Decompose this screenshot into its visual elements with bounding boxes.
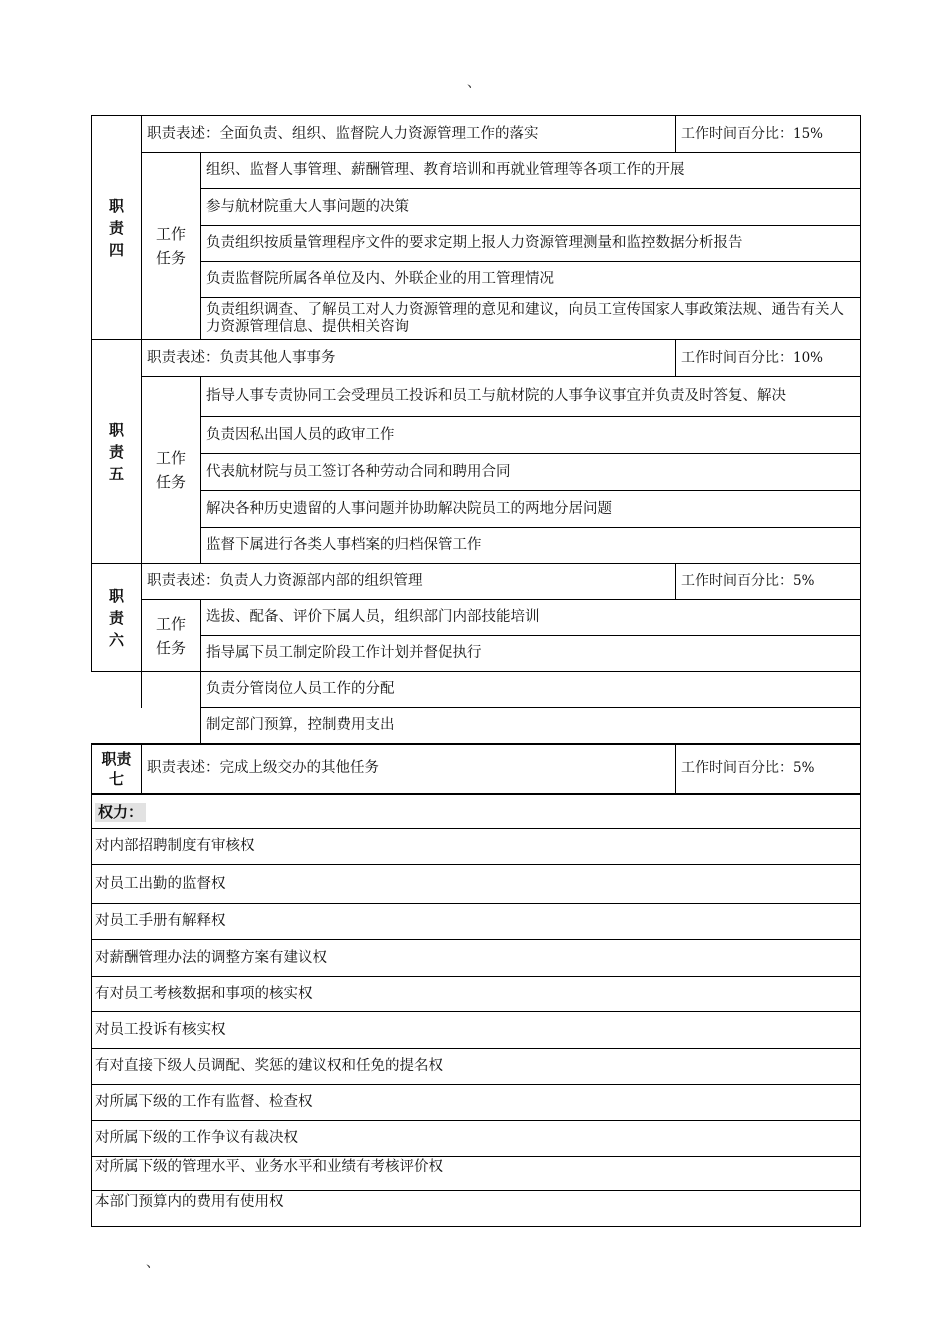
duty-6-percent: 工作时间百分比：5% bbox=[676, 564, 861, 600]
duty-6-title: 职 责 六 bbox=[92, 564, 142, 672]
power-item: 对员工投诉有核实权 bbox=[92, 1012, 861, 1049]
job-description-sheet bbox=[91, 115, 860, 1227]
power-item: 对所属下级的工作争议有裁决权 bbox=[92, 1121, 861, 1157]
duty-6-task: 制定部门预算，控制费用支出 bbox=[201, 708, 861, 744]
power-item: 对所属下级的管理水平、业务水平和业绩有考核评价权 bbox=[92, 1157, 861, 1191]
duty-7-description: 职责表述：完成上级交办的其他任务 bbox=[142, 744, 676, 794]
power-item: 对员工出勤的监督权 bbox=[92, 865, 861, 904]
duty-5-header-row bbox=[92, 340, 861, 377]
duty-6-task-label: 工作 任务 bbox=[142, 600, 201, 672]
duty-5-task: 负责因私出国人员的政审工作 bbox=[201, 417, 861, 454]
duty-4-task: 组织、监督人事管理、薪酬管理、教育培训和再就业管理等各项工作的开展 bbox=[201, 153, 861, 189]
duty-5-task: 监督下属进行各类人事档案的归档保管工作 bbox=[201, 528, 861, 564]
duty-5-task: 解决各种历史遗留的人事问题并协助解决院员工的两地分居问题 bbox=[201, 491, 861, 528]
blank-cell bbox=[92, 672, 142, 708]
duty-4-task-label: 工作 任务 bbox=[142, 153, 201, 340]
duty-5-percent: 工作时间百分比：10% bbox=[676, 340, 861, 377]
duty-4-task: 参与航材院重大人事问题的决策 bbox=[201, 189, 861, 226]
duty-6-task: 指导属下员工制定阶段工作计划并督促执行 bbox=[201, 636, 861, 672]
duty-6-task: 负责分管岗位人员工作的分配 bbox=[201, 672, 861, 708]
duty-5-task: 代表航材院与员工签订各种劳动合同和聘用合同 bbox=[201, 454, 861, 491]
power-item: 对薪酬管理办法的调整方案有建议权 bbox=[92, 940, 861, 977]
duty-4-description: 职责表述：全面负责、组织、监督院人力资源管理工作的落实 bbox=[142, 116, 676, 153]
duty-7-row bbox=[92, 744, 861, 794]
duty-4-percent: 工作时间百分比：15% bbox=[676, 116, 861, 153]
power-item: 本部门预算内的费用有使用权 bbox=[92, 1191, 861, 1227]
blank-cell bbox=[92, 708, 142, 744]
duty-4-header-row bbox=[92, 116, 861, 153]
duty-5-description: 职责表述：负责其他人事事务 bbox=[142, 340, 676, 377]
duty-4-title: 职 责 四 bbox=[92, 116, 142, 340]
powers-heading: 权力： bbox=[95, 803, 146, 822]
blank-cell bbox=[142, 672, 201, 708]
duty-7-percent: 工作时间百分比：5% bbox=[676, 744, 861, 794]
duties-table bbox=[91, 115, 861, 1227]
power-item: 有对直接下级人员调配、奖惩的建议权和任免的提名权 bbox=[92, 1049, 861, 1085]
duty-6-task: 选拔、配备、评价下属人员，组织部门内部技能培训 bbox=[201, 600, 861, 636]
power-item: 对员工手册有解释权 bbox=[92, 904, 861, 940]
duty-5-task: 指导人事专责协同工会受理员工投诉和员工与航材院的人事争议事宜并负责及时答复、解决 bbox=[201, 377, 861, 417]
page-mark-bottom: 、 bbox=[146, 1255, 160, 1271]
duty-6-description: 职责表述：负责人力资源部内部的组织管理 bbox=[142, 564, 676, 600]
duty-5-task-label: 工作 任务 bbox=[142, 377, 201, 564]
power-item: 对所属下级的工作有监督、检查权 bbox=[92, 1085, 861, 1121]
duty-4-task: 负责监督院所属各单位及内、外联企业的用工管理情况 bbox=[201, 262, 861, 298]
duty-6-header-row bbox=[92, 564, 861, 600]
duty-4-task: 负责组织调查、了解员工对人力资源管理的意见和建议，向员工宣传国家人事政策法规、通告有关人力资源管理信息、提供相关咨询 bbox=[201, 298, 861, 340]
duty-7-title: 职责 七 bbox=[92, 744, 142, 794]
page-mark-top: 、 bbox=[467, 75, 481, 91]
duty-4-task: 负责组织按质量管理程序文件的要求定期上报人力资源管理测量和监控数据分析报告 bbox=[201, 226, 861, 262]
powers-heading-cell bbox=[92, 794, 861, 829]
blank-cell bbox=[142, 708, 201, 744]
duty-5-title: 职 责 五 bbox=[92, 340, 142, 564]
power-item: 有对员工考核数据和事项的核实权 bbox=[92, 977, 861, 1012]
power-item: 对内部招聘制度有审核权 bbox=[92, 829, 861, 865]
